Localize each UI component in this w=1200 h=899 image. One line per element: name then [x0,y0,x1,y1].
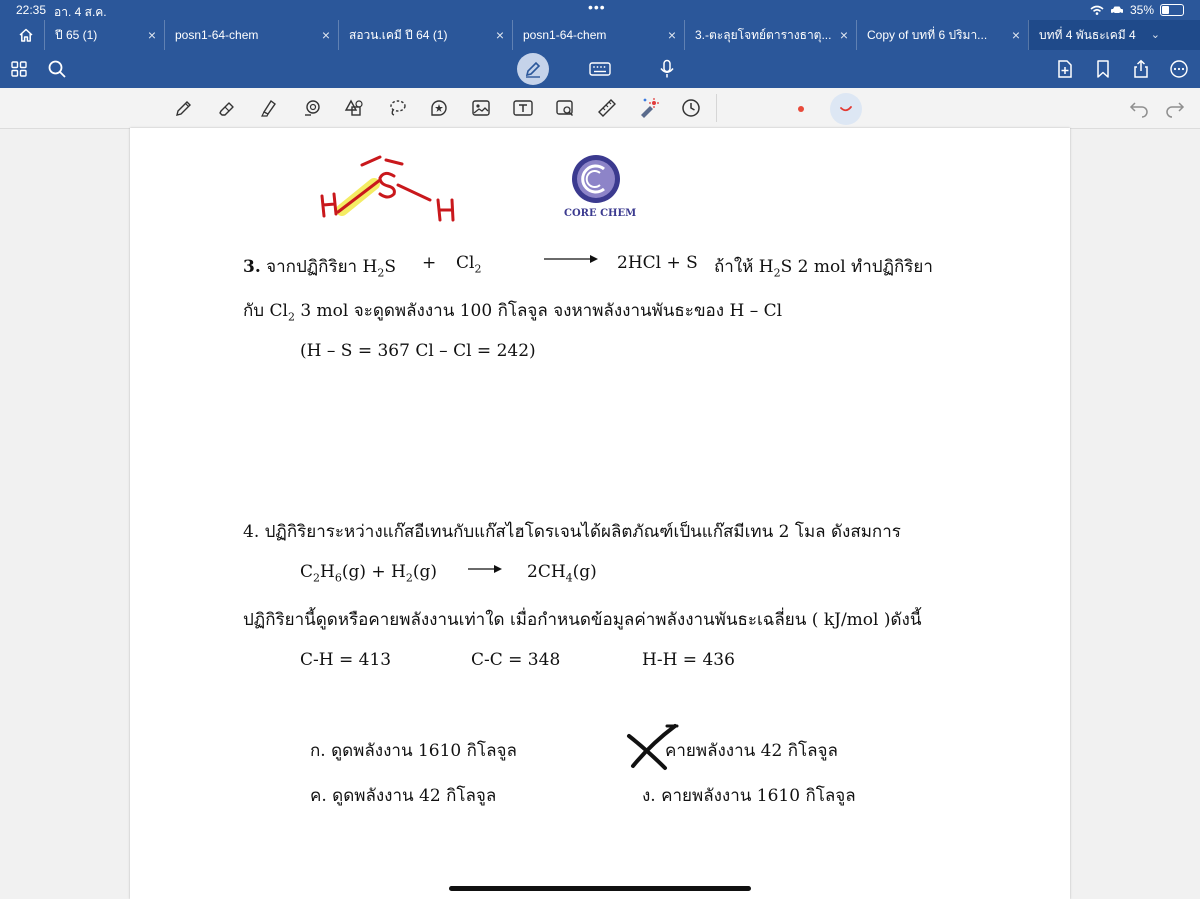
color-swatch [798,106,804,112]
subscript: 2 [773,266,781,280]
q3-rest-a: ถ้าให้ H [714,257,774,277]
scan-tool[interactable] [552,95,578,121]
tab-label: Copy of บทที่ 6 ปริมา... [867,28,988,42]
shape-recognition-tool[interactable] [299,95,325,121]
handwritten-hsh-drawing [310,150,470,230]
q3-number: 3. [243,257,261,277]
reaction-arrow [468,563,504,575]
q4-line-1: 4. ปฏิกิริยาระหว่างแก๊สอีเทนกับแก๊สไฮโดรเจนได้ผลิตภัณฑ์เป็นแก๊สมีเทน 2 โมล ดังสมการ [243,522,901,542]
ruler-tool[interactable] [594,95,620,121]
search-button[interactable] [42,55,72,83]
home-indicator[interactable] [449,886,751,891]
eq-h: H [320,562,335,582]
close-icon[interactable]: × [667,27,676,43]
tab-label: posn1-64-chem [175,28,259,42]
logo-text: CORE CHEM [564,208,637,219]
q3-text: จากปฏิกิริยา H [266,257,378,277]
search-icon [47,59,67,79]
q3-s: S [384,257,396,277]
pencil-icon [174,98,194,118]
grid-button[interactable] [4,55,34,83]
image-search-icon [555,98,575,118]
close-icon[interactable]: × [495,27,504,43]
subscript: 2 [287,310,295,324]
subscript: 2 [377,266,385,280]
car-icon [1110,5,1124,15]
share-button[interactable] [1126,55,1156,83]
ruler-icon [597,98,617,118]
q3-line-2 [243,297,782,324]
redo-button[interactable] [1162,95,1188,121]
q3-line-2-a: กับ Cl [243,301,288,321]
eq-prod-b: (g) [572,562,597,582]
q3-cl: Cl [456,253,475,273]
home-icon [18,27,34,43]
subscript: 2 [474,262,482,276]
subscript: 2 [405,571,413,585]
pen-mode-button[interactable] [517,53,549,85]
q3-given-values: (H – S = 367 Cl – Cl = 242) [300,341,536,361]
eq-prod-a: 2CH [527,562,566,582]
pen-mode-icon [523,59,543,79]
subscript: 6 [334,571,342,585]
core-chem-logo [570,153,622,205]
subscript: 4 [565,571,573,585]
laser-pointer-tool[interactable] [636,95,662,121]
shapes-icon [302,98,322,118]
mic-icon [659,59,675,79]
eq-g: (g) [412,562,438,582]
q3-line-1 [243,253,396,280]
q4-line-3: ปฏิกิริยานี้ดูดหรือคายพลังงานเท่าใด เมื่อกำหนดข้อมูลค่าพลังงานพันธะเฉลี่ยน ( kJ/mol )ดังนี้ [243,610,922,630]
more-icon [1169,59,1189,79]
battery-icon [1160,4,1184,16]
choice-b: คายพลังงาน 42 กิโลจูล [665,741,838,761]
date: อา. 4 ส.ค. [54,5,107,19]
wifi-icon [1090,5,1104,15]
eq-c: C [300,562,314,582]
tab-label: บทที่ 4 พันธะเคมี 4 [1039,28,1136,42]
multitasking-dots-icon[interactable]: ••• [588,0,606,15]
tab-label: สอวน.เคมี ปี 64 (1) [349,28,448,42]
choice-a: ก. ดูดพลังงาน 1610 กิโลจูล [310,741,517,761]
tab-7-active[interactable] [1028,20,1200,50]
keyboard-icon [589,61,611,77]
lasso-icon [387,98,407,118]
bond-energy-hh: H-H = 436 [642,650,735,670]
bookmark-icon [1095,59,1111,79]
highlighter-icon [259,98,279,118]
text-icon [512,98,534,118]
chevron-down-icon[interactable]: ⌄ [1150,29,1160,41]
text-tool[interactable] [510,95,536,121]
close-icon[interactable]: × [839,27,848,43]
sticker-icon [429,98,449,118]
tab-4[interactable] [512,20,684,50]
add-page-button[interactable] [1050,55,1080,83]
close-icon[interactable]: × [1011,27,1020,43]
laser-pointer-icon [638,97,660,119]
clock-icon [681,98,701,118]
q3-product: 2HCl + S [617,253,698,273]
tab-6[interactable] [856,20,1028,50]
bond-energy-cc: C-C = 348 [471,650,561,670]
subscript: 2 [313,571,321,585]
choice-d: ง. คายพลังงาน 1610 กิโลจูล [642,786,856,806]
undo-button[interactable] [1126,95,1152,121]
image-tool[interactable] [468,95,494,121]
tab-label: posn1-64-chem [523,28,607,42]
lasso-tool[interactable] [384,95,410,121]
home-button[interactable] [12,23,40,47]
q3-rest-b: S 2 mol ทำปฏิกิริยา [780,257,933,277]
tab-5[interactable] [684,20,856,50]
pen-color-dot[interactable] [788,96,814,122]
toolbar-divider [716,94,717,122]
tab-2[interactable] [164,20,338,50]
q4-equation-reactants [300,562,437,584]
pen-tool[interactable] [171,95,197,121]
dictate-button[interactable] [652,55,682,83]
reaction-arrow [544,252,600,266]
clock: 22:35 [16,3,47,17]
q3-line-2-b: 3 mol จะดูดพลังงาน 100 กิโลจูล จงหาพลังงานพันธะของ H – Cl [294,301,783,321]
eq-plus-h: (g) + H [341,562,406,582]
stroke-preview-icon [839,105,853,113]
drawing-toolbar [0,88,1200,129]
close-icon[interactable]: × [321,27,330,43]
eraser-icon [217,98,237,118]
redo-icon [1164,99,1186,117]
tab-label: ปี 65 (1) [55,28,98,42]
image-icon [471,98,491,118]
history-tool[interactable] [678,95,704,121]
undo-icon [1128,99,1150,117]
main-toolbar [0,50,1200,88]
document-page[interactable] [130,128,1070,899]
q3-line-1-rest [714,253,933,280]
keyboard-button[interactable] [585,55,615,83]
eraser-tool[interactable] [214,95,240,121]
more-button[interactable] [1164,55,1194,83]
choice-c: ค. ดูดพลังงาน 42 กิโลจูล [310,786,497,806]
pen-color-selected[interactable] [830,93,862,125]
tab-label: 3.-ตะลุยโจทย์ตารางธาตุ... [695,28,832,42]
tab-3[interactable] [338,20,512,50]
tab-1[interactable] [44,20,164,50]
highlighter-tool[interactable] [256,95,282,121]
status-bar [0,0,1200,20]
battery-percent: 35% [1129,3,1154,17]
bookmark-button[interactable] [1088,55,1118,83]
shape-icon [343,98,365,118]
bond-energy-ch: C-H = 413 [300,650,392,670]
q3-plus: + [422,253,437,273]
handwritten-x-mark [625,722,681,772]
shape-tool[interactable] [341,95,367,121]
q3-cl2 [456,253,481,275]
tab-bar [0,20,1200,50]
status-indicators [1090,3,1184,17]
share-icon [1131,59,1151,79]
close-icon[interactable]: × [147,27,156,43]
sticker-tool[interactable] [426,95,452,121]
grid-icon [10,60,28,78]
q4-equation-product [527,562,597,584]
add-page-icon [1056,59,1074,79]
